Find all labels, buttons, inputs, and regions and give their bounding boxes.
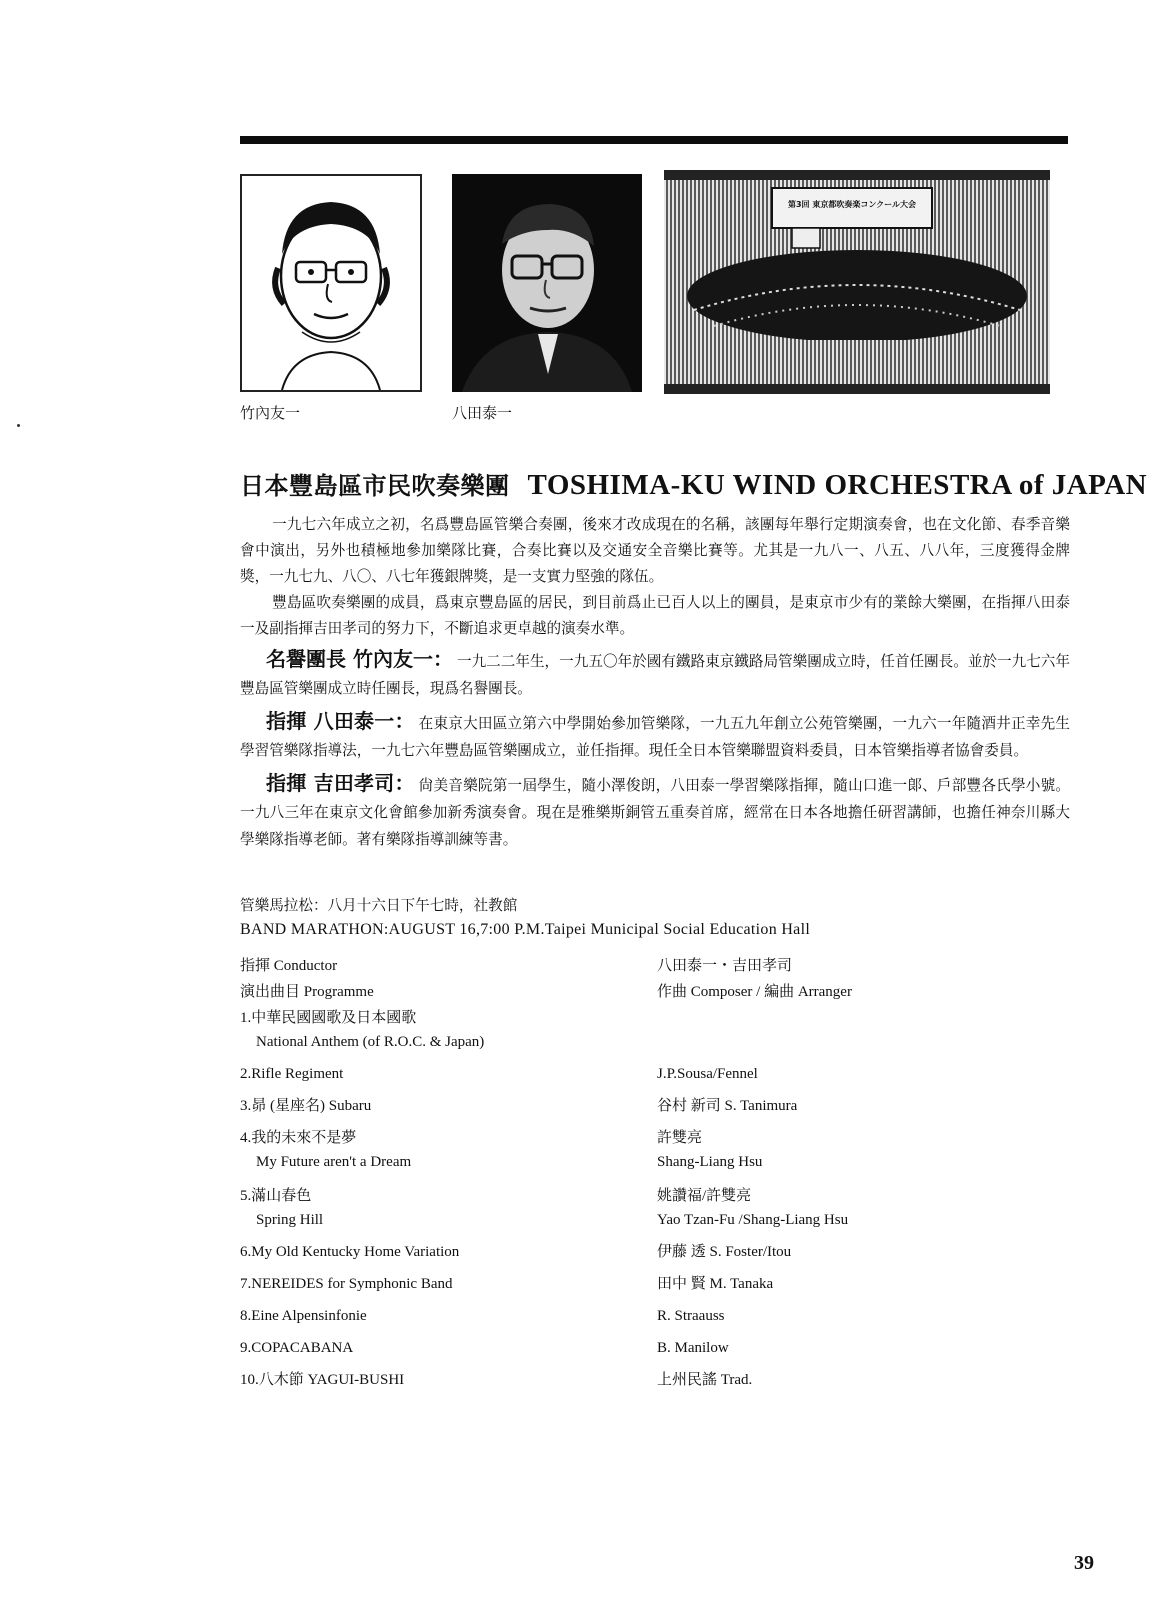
composer-item-2: J.P.Sousa/Fennel (657, 1066, 758, 1082)
orchestra-stage-photo (664, 170, 1050, 394)
photo-caption-hatta: 八田泰一 (452, 404, 513, 422)
composer-item-9: B. Manilow (657, 1340, 729, 1356)
programme-item-2: 2.Rifle Regiment (240, 1066, 344, 1082)
programme-item-5: 5.滿山春色 Spring Hill (240, 1184, 660, 1232)
event-info (240, 894, 1070, 942)
programme-item-6: 6.My Old Kentucky Home Variation (240, 1244, 460, 1260)
item-title: 八木節 YAGUI-BUSHI (258, 1372, 405, 1388)
stray-mark (17, 424, 20, 427)
bio-text-hatta: 在東京大田區立第六中學開始參加管樂隊，一九五九年創立公苑管樂團，一九六一年隨酒井正幸先生學習管樂隊指導法，一九七六年豐島區管樂團成立，並任指揮。現任全日本管樂聯盟資料委員，日本管樂指導者協會委員。 (240, 715, 1070, 759)
top-rule (240, 136, 1068, 144)
programme-item-3: 3.昴 (星座名) Subaru (240, 1098, 372, 1114)
bio-text-yoshida: 尙美音樂院第一屆學生，隨小澤俊朗，八田泰一學習樂隊指揮，隨山口進一郞、戶部豐各氏學小號。一九八三年在東京文化會館參加新秀演奏會。現在是雅樂斯銅管五重奏首席，經常在日本各地擔任研習講師，也擔任神奈川縣大學樂隊指導老師。著有樂隊指導訓練等書。 (240, 777, 1070, 848)
intro-section (240, 512, 1070, 642)
bio-lead-hatta: 指揮 八田泰一： (266, 709, 415, 733)
item-subtitle: Spring Hill (256, 1212, 324, 1228)
page-title (240, 466, 1148, 502)
item-title: COPACABANA (251, 1340, 354, 1356)
programme-item-10: 10.八木節 YAGUI-BUSHI (240, 1372, 405, 1388)
title-english: TOSHIMA-KU WIND ORCHESTRA of JAPAN (527, 469, 1148, 501)
programme-label: 演出曲目 Programme (240, 984, 374, 1000)
item-title: 滿山春色 (251, 1188, 312, 1204)
biography-section (240, 646, 1070, 853)
event-chinese: 管樂馬拉松：八月十六日下午七時，社教館 (240, 897, 518, 914)
portrait-photo-hatta (452, 174, 642, 392)
title-chinese: 日本豐島區市民吹奏樂團 (240, 471, 510, 500)
bio-conductor-hatta (240, 708, 1070, 764)
intro-paragraph-2: 豐島區吹奏樂團的成員，爲東京豐島區的居民，到目前爲止已百人以上的團員，是東京市少有的業餘大樂團，在指揮八田泰一及副指揮吉田孝司的努力下，不斷追求更卓越的演奏水準。 (240, 594, 1070, 637)
composer-item-8: R. Straauss (657, 1308, 725, 1324)
item-subtitle: National Anthem (of R.O.C. & Japan) (256, 1034, 485, 1050)
programme-item-8: 8.Eine Alpensinfonie (240, 1308, 367, 1324)
intro-paragraph-1: 一九七六年成立之初，名爲豐島區管樂合奏團，後來才改成現在的名稱，該團每年舉行定期演奏會，也在文化節、春季音樂會中演出，另外也積極地參加樂隊比賽，合奏比賽以及交通安全音樂比賽等。尤其是一九八一、八五、八八年，三度獲得金牌獎，一九七九、八〇、八七年獲銀牌獎，是一支實力堅強的隊伍。 (240, 516, 1070, 585)
programme-item-7: 7.NEREIDES for Symphonic Band (240, 1276, 453, 1292)
bio-lead-takeuchi: 名譽團長 竹內友一： (266, 647, 453, 671)
composer-item-5: 姚讚福/許雙亮 Yao Tzan-Fu /Shang-Liang Hsu (657, 1188, 849, 1228)
programme-item-4: 4.我的未來不是夢 My Future aren't a Dream (240, 1126, 660, 1174)
bio-text-takeuchi: 一九二二年生，一九五〇年於國有鐵路東京鐵路局管樂團成立時，任首任團長。並於一九七六年豐島區管樂團成立時任團長，現爲名譽團長。 (240, 653, 1070, 697)
item-title: Rifle Regiment (251, 1066, 344, 1082)
composer-arranger-label: 作曲 Composer / 編曲 Arranger (657, 984, 852, 1000)
page-number: 39 (1074, 1552, 1094, 1574)
item-title: NEREIDES for Symphonic Band (251, 1276, 453, 1292)
item-subtitle: My Future aren't a Dream (256, 1154, 412, 1170)
item-title: 中華民國國歌及日本國歌 (251, 1010, 417, 1026)
programme-item-1: 1.中華民國國歌及日本國歌 National Anthem (of R.O.C. & Japan) (240, 1006, 660, 1054)
photo-caption-takeuchi: 竹內友一 (240, 404, 301, 422)
item-title: My Old Kentucky Home Variation (251, 1244, 460, 1260)
composer-item-7: 田中 賢 M. Tanaka (657, 1276, 774, 1292)
portrait-drawing-takeuchi (240, 174, 422, 392)
item-title: 昴 (星座名) Subaru (251, 1098, 372, 1114)
composer-item-3: 谷村 新司 S. Tanimura (657, 1098, 798, 1114)
event-english: BAND MARATHON:AUGUST 16,7:00 P.M.Taipei Municipal Social Education Hall (240, 921, 811, 938)
composer-item-6: 伊藤 透 S. Foster/Itou (657, 1244, 792, 1260)
banner-text: 第3回 東京都吹奏楽コンクール大会 (787, 200, 917, 209)
composer-item-4: 許雙亮 Shang-Liang Hsu (657, 1130, 763, 1170)
composer-item-10: 上州民謠 Trad. (657, 1372, 753, 1388)
bio-lead-yoshida: 指揮 吉田孝司： (266, 771, 415, 795)
conductor-label: 指揮 Conductor (240, 958, 338, 974)
bio-honorary-president (240, 646, 1070, 702)
bio-conductor-yoshida (240, 770, 1070, 853)
item-title: Eine Alpensinfonie (251, 1308, 367, 1324)
conductor-names: 八田泰一・吉田孝司 (657, 958, 793, 974)
item-title: 我的未來不是夢 (251, 1130, 357, 1146)
programme-item-9: 9.COPACABANA (240, 1340, 354, 1356)
